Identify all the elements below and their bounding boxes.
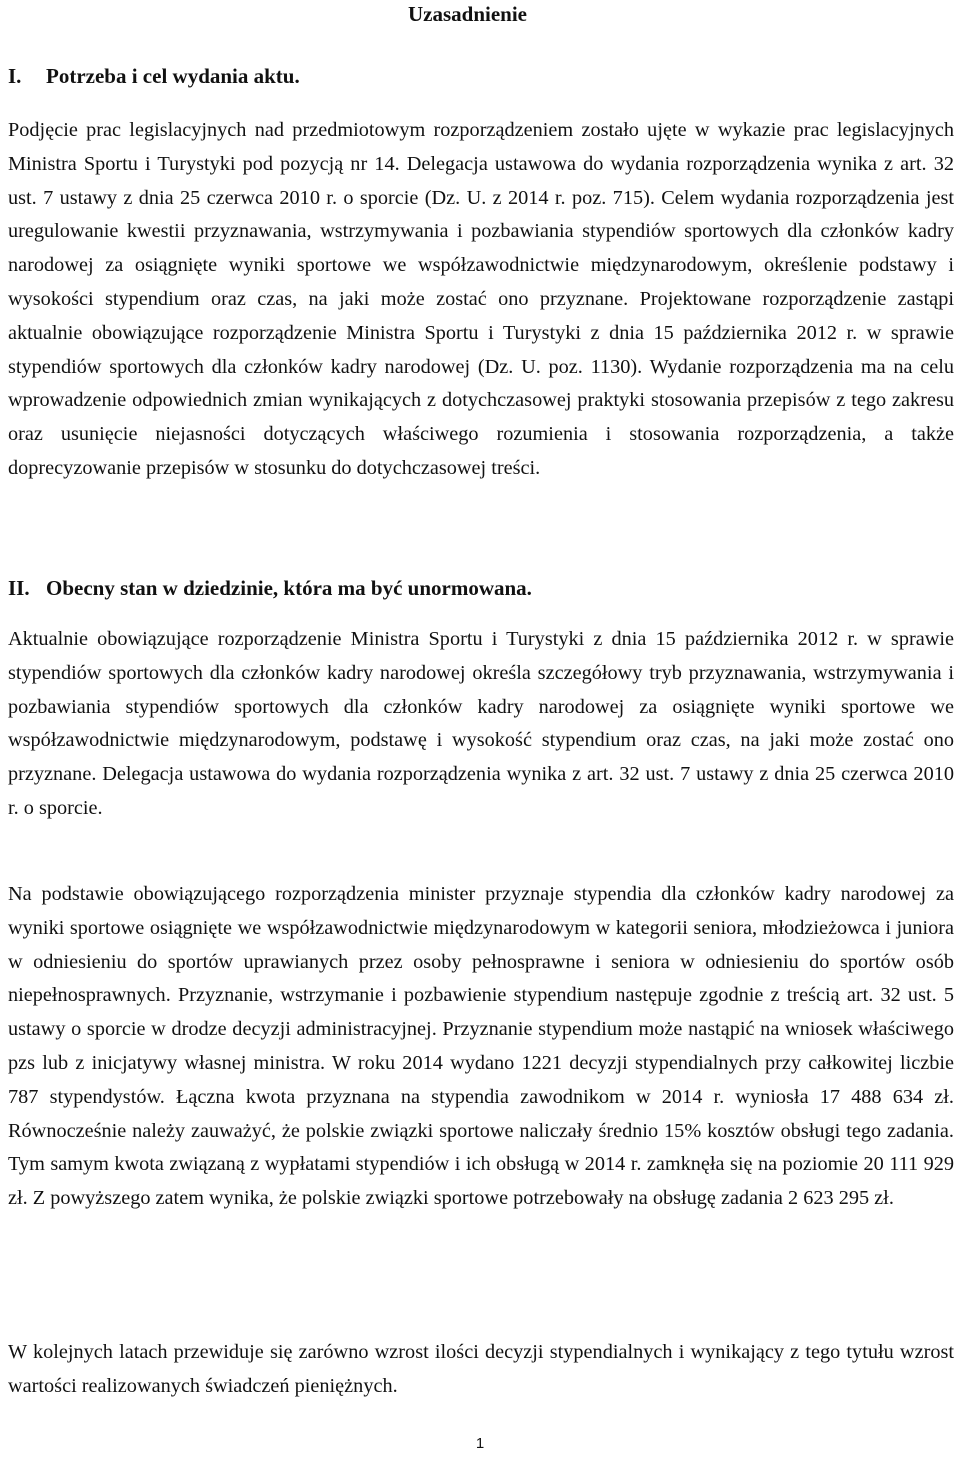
section-heading-2 — [8, 574, 954, 602]
paragraph-3: Na podstawie obowiązującego rozporządzenia minister przyznaje stypendia dla członków kadry narodowej za wyniki sportowe osiągnięte we współzawodnictwie międzynarodowym w kategorii seniora, młodzieżowca i juniora w odniesieniu do sportów uprawianych przez osoby pełnosprawne i seniora w odniesieniu do sportów osób niepełnosprawnych. Przyznanie, wstrzymanie i pozbawienie stypendium następuje zgodnie z treścią art. 32 ust. 5 ustawy o sporcie w drodze decyzji administracyjnej. Przyznanie stypendium może nastąpić na wniosek właściwego pzs lub z inicjatywy własnej ministra. W roku 2014 wydano 1221 decyzji stypendialnych przy całkowitej liczbie 787 stypendystów. Łączna kwota przyznana na stypendia zawodnikom w 2014 r. wyniosła 17 488 634 zł. Równocześnie należy zauważyć, że polskie związki sportowe naliczały średnio 15% kosztów obsługi tego zadania. Tym samym kwota związaną z wypłatami stypendiów i ich obsługą w 2014 r. zamknęła się na poziomie 20 111 929 zł. Z powyższego zatem wynika, że polskie związki sportowe potrzebowały na obsługę zadania 2 623 295 zł. — [8, 883, 954, 1210]
section-number: II. — [8, 576, 30, 600]
section-heading-1 — [8, 62, 954, 90]
section-number: I. — [8, 64, 22, 88]
section-heading-text: Obecny stan w dziedzinie, która ma być unormowana. — [46, 576, 532, 600]
section-heading-text: Potrzeba i cel wydania aktu. — [46, 64, 300, 88]
document-title: Uzasadnienie — [408, 2, 528, 26]
page-number: 1 — [475, 1435, 485, 1452]
paragraph-2: Aktualnie obowiązujące rozporządzenie Ministra Sportu i Turystyki z dnia 15 października 2012 r. w sprawie stypendiów sportowych dla członków kadry narodowej określa szczegółowy tryb przyznawania, wstrzymywania i pozbawiania stypendiów sportowych dla członków kadry narodowej za osiągnięte wyniki sportowe we współzawodnictwie międzynarodowym, podstawę i wysokość stypendium oraz czas, na jaki może zostać ono przyznane. Delegacja ustawowa do wydania rozporządzenia wynika z art. 32 ust. 7 ustawy z dnia 25 czerwca 2010 r. o sporcie. — [8, 628, 954, 819]
paragraph-1: Podjęcie prac legislacyjnych nad przedmiotowym rozporządzeniem zostało ujęte w wykazie prac legislacyjnych Ministra Sportu i Turystyki pod pozycją nr 14. Delegacja ustawowa do wydania rozporządzenia wynika z art. 32 ust. 7 ustawy z dnia 25 czerwca 2010 r. o sporcie (Dz. U. z 2014 r. poz. 715). Celem wydania rozporządzenia jest uregulowanie kwestii przyznawania, wstrzymywania i pozbawiania stypendiów sportowych dla członków kadry narodowej za osiągnięte wyniki sportowe we współzawodnictwie międzynarodowym, określenie podstawy i wysokości stypendium oraz czas, na jaki może zostać ono przyznane. Projektowane rozporządzenie zastąpi aktualnie obowiązujące rozporządzenie Ministra Sportu i Turystyki z dnia 15 października 2012 r. w sprawie stypendiów sportowych dla członków kadry narodowej (Dz. U. poz. 1130). Wydanie rozporządzenia ma na celu wprowadzenie odpowiednich zmian wynikających z dotychczasowej praktyki stosowania przepisów z tego zakresu oraz usunięcie niejasności dotyczących właściwego rozumienia i stosowania rozporządzenia, a także doprecyzowanie przepisów w stosunku do dotychczasowej treści. — [8, 119, 954, 479]
paragraph-4: W kolejnych latach przewiduje się zarówno wzrost ilości decyzji stypendialnych i wynikający z tego tytułu wzrost wartości realizowanych świadczeń pieniężnych. — [8, 1341, 954, 1397]
